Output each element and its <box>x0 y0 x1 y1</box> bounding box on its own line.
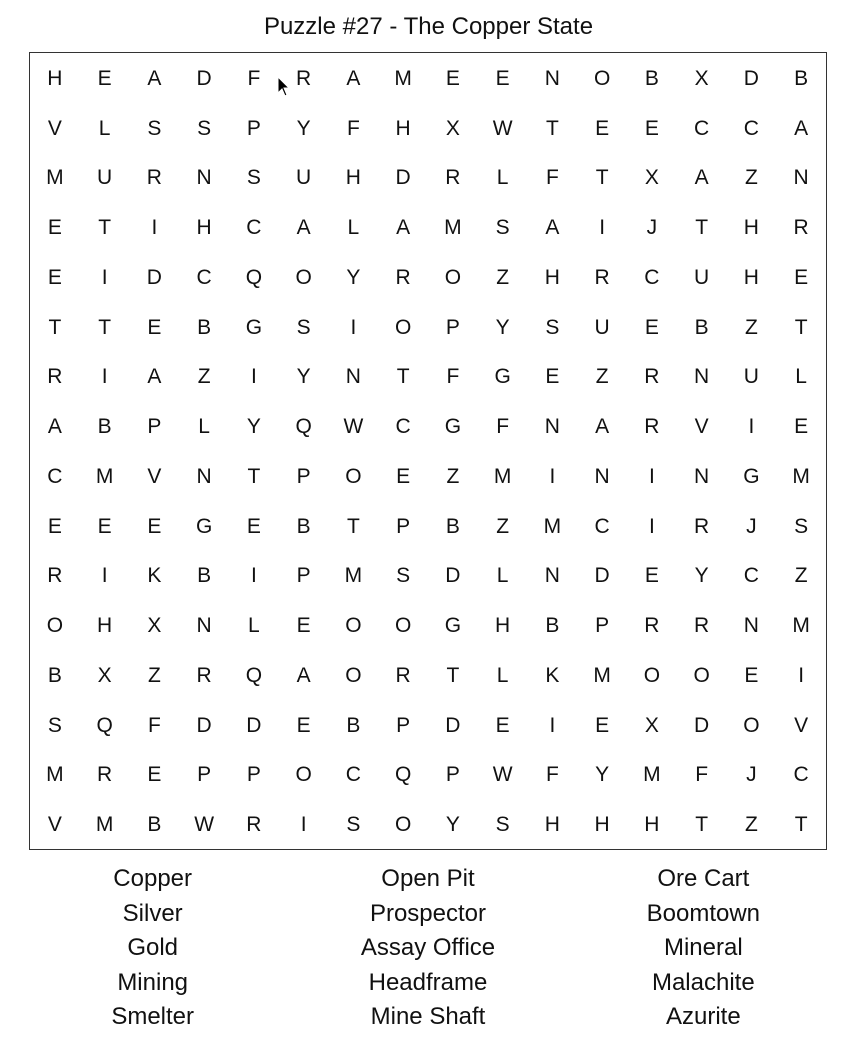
word-list-item: Ore Cart <box>657 865 750 892</box>
grid-cell[interactable]: E <box>396 464 411 488</box>
grid-cell[interactable]: S <box>794 514 809 538</box>
grid-cell[interactable]: H <box>196 216 212 240</box>
grid-cell[interactable]: P <box>246 763 261 787</box>
grid-cell[interactable]: C <box>594 514 610 538</box>
word-column <box>290 862 565 1035</box>
grid-cell[interactable]: A <box>396 216 411 240</box>
grid-cell[interactable]: I <box>798 663 805 687</box>
grid-cell[interactable]: Z <box>147 663 161 687</box>
grid-cell[interactable]: D <box>445 713 461 737</box>
grid-cell[interactable]: U <box>296 166 312 190</box>
grid-cell[interactable]: M <box>792 614 810 638</box>
grid-cell[interactable]: H <box>743 265 759 289</box>
grid-cell[interactable]: O <box>345 464 362 488</box>
grid-cell[interactable]: B <box>545 614 560 638</box>
grid-cell[interactable]: E <box>296 614 311 638</box>
grid-cell[interactable]: P <box>197 763 212 787</box>
grid-cell[interactable]: E <box>147 315 162 339</box>
grid-cell[interactable]: T <box>695 216 709 240</box>
grid-cell[interactable]: M <box>394 66 412 90</box>
grid-cell[interactable]: C <box>793 763 809 787</box>
grid-cell[interactable]: W <box>492 763 513 787</box>
grid-cell[interactable]: G <box>245 315 263 339</box>
grid-cell[interactable]: X <box>97 663 112 687</box>
word-list-item: Prospector <box>369 899 487 927</box>
grid-cell[interactable]: D <box>395 166 411 190</box>
grid-cell[interactable]: F <box>545 166 559 190</box>
grid-cell[interactable]: E <box>445 66 460 90</box>
word-list-item: Smelter <box>111 1003 194 1030</box>
word-list-item: Silver <box>122 899 183 927</box>
grid-cell[interactable]: M <box>95 813 114 837</box>
grid-cell[interactable]: M <box>543 514 562 538</box>
grid-cell[interactable]: R <box>793 216 809 240</box>
grid-cell[interactable]: O <box>345 663 362 687</box>
grid-cell[interactable]: Q <box>394 763 412 787</box>
grid-cell[interactable]: K <box>147 564 162 588</box>
grid-cell[interactable]: L <box>98 116 111 140</box>
grid-cell[interactable]: K <box>545 663 560 687</box>
word-list-item: Mineral <box>663 934 743 961</box>
grid-cell[interactable]: Y <box>296 116 311 140</box>
grid-cell[interactable]: O <box>46 614 64 638</box>
grid-cell[interactable]: B <box>296 514 311 538</box>
grid-cell[interactable]: D <box>246 713 262 737</box>
grid-cell[interactable]: V <box>794 713 809 737</box>
grid-cell[interactable]: N <box>743 614 759 638</box>
grid-cell[interactable]: R <box>296 66 312 90</box>
grid-cell[interactable]: F <box>247 66 261 90</box>
grid-cell[interactable]: R <box>395 265 411 289</box>
grid-cell[interactable]: X <box>147 614 162 638</box>
grid-cell[interactable]: O <box>295 265 312 289</box>
grid-cell[interactable]: R <box>644 614 660 638</box>
grid-cell[interactable]: I <box>648 464 655 488</box>
grid-cell[interactable]: N <box>345 365 361 389</box>
grid-cell[interactable]: V <box>47 813 62 837</box>
grid-cell[interactable]: Y <box>296 365 311 389</box>
grid-cell[interactable]: B <box>97 415 112 439</box>
grid-cell[interactable]: C <box>47 464 63 488</box>
grid-cell[interactable]: Q <box>245 265 263 289</box>
grid-cell[interactable]: A <box>147 66 162 90</box>
grid-cell[interactable]: F <box>446 365 460 389</box>
grid-cell[interactable]: O <box>643 663 661 687</box>
word-list-item: Headframe <box>368 968 488 996</box>
grid-cell[interactable]: H <box>97 614 113 638</box>
grid-cell[interactable]: N <box>196 166 212 190</box>
grid-cell[interactable]: O <box>394 315 412 339</box>
grid-cell[interactable]: E <box>644 116 659 140</box>
grid-cell[interactable]: T <box>794 315 808 339</box>
grid-cell[interactable]: B <box>445 514 460 538</box>
grid-cell[interactable]: F <box>695 763 709 787</box>
word-list-item: Open Pit <box>381 865 475 892</box>
grid-cell[interactable]: T <box>98 315 112 339</box>
grid-cell[interactable]: P <box>595 614 610 638</box>
grid-cell[interactable]: B <box>47 663 62 687</box>
grid-cell[interactable]: T <box>98 216 112 240</box>
grid-cell[interactable]: Z <box>794 564 808 588</box>
grid-cell[interactable]: C <box>395 415 411 439</box>
grid-cell[interactable]: T <box>794 813 808 837</box>
grid-cell[interactable]: D <box>196 66 212 90</box>
grid-cell[interactable]: O <box>593 66 611 90</box>
grid-cell[interactable]: O <box>693 663 710 687</box>
grid-cell[interactable]: L <box>248 614 260 638</box>
grid-cell[interactable]: S <box>346 813 361 837</box>
grid-cell[interactable]: B <box>794 66 809 90</box>
grid-cell[interactable]: R <box>445 166 461 190</box>
grid-cell[interactable]: F <box>346 116 360 140</box>
grid-cell[interactable]: M <box>643 763 661 787</box>
grid-cell[interactable]: P <box>147 415 162 439</box>
grid-cell[interactable]: E <box>495 713 510 737</box>
grid-cell[interactable]: S <box>47 713 62 737</box>
grid-cell[interactable]: O <box>295 763 312 787</box>
grid-cell[interactable]: W <box>343 415 364 439</box>
grid-cell[interactable]: S <box>246 166 261 190</box>
grid-cell[interactable]: N <box>196 464 212 488</box>
grid-cell[interactable]: N <box>594 464 610 488</box>
grid-cell[interactable]: R <box>97 763 113 787</box>
grid-cell[interactable]: E <box>97 514 112 538</box>
grid-cell[interactable]: E <box>644 315 659 339</box>
grid-cell[interactable]: P <box>396 514 411 538</box>
mouse-cursor-icon <box>277 76 291 98</box>
grid-cell[interactable]: G <box>743 464 760 488</box>
grid-cell[interactable]: T <box>545 116 559 140</box>
grid-cell[interactable]: A <box>545 216 560 240</box>
grid-cell[interactable]: Z <box>744 813 758 837</box>
grid-cell[interactable]: I <box>250 365 257 389</box>
grid-cell[interactable]: E <box>147 763 162 787</box>
grid-cell[interactable]: T <box>48 315 62 339</box>
grid-cell[interactable]: H <box>743 216 759 240</box>
grid-cell[interactable]: O <box>444 265 462 289</box>
grid-cell[interactable]: Q <box>96 713 113 737</box>
grid-cell[interactable]: S <box>545 315 560 339</box>
grid-cell[interactable]: E <box>495 66 510 90</box>
grid-cell[interactable]: V <box>47 116 62 140</box>
grid-cell[interactable]: E <box>47 514 62 538</box>
grid-cell[interactable]: I <box>549 713 556 737</box>
grid-cell[interactable]: I <box>549 464 556 488</box>
grid-cell[interactable]: R <box>196 663 212 687</box>
grid-cell[interactable]: G <box>195 514 213 538</box>
grid-cell[interactable]: I <box>101 564 108 588</box>
grid-cell[interactable]: L <box>496 564 509 588</box>
word-list-item: Assay Office <box>360 934 496 961</box>
grid-cell[interactable]: H <box>644 813 660 837</box>
grid-cell[interactable]: Z <box>446 464 460 488</box>
word-list-item: Gold <box>127 934 179 961</box>
grid-cell[interactable]: A <box>296 216 311 240</box>
grid-cell[interactable]: Z <box>496 514 510 538</box>
grid-cell[interactable]: R <box>694 514 710 538</box>
grid-cell[interactable]: T <box>446 663 460 687</box>
grid-cell[interactable]: B <box>197 564 212 588</box>
grid-cell[interactable]: Y <box>495 315 510 339</box>
grid-cell[interactable]: N <box>196 614 212 638</box>
grid-cell[interactable]: C <box>644 265 660 289</box>
word-list-item: Mining <box>117 968 189 996</box>
grid-cell[interactable]: W <box>194 813 215 837</box>
grid-cell[interactable]: S <box>197 116 212 140</box>
grid-cell[interactable]: C <box>694 116 710 140</box>
grid-cell[interactable]: V <box>147 464 162 488</box>
word-list-item: Malachite <box>651 968 755 996</box>
grid-cell[interactable]: I <box>101 265 108 289</box>
grid-cell[interactable]: Y <box>246 415 261 439</box>
grid-cell[interactable]: O <box>345 614 362 638</box>
word-list <box>15 862 841 1035</box>
grid-cell[interactable]: G <box>494 365 511 389</box>
grid-cell[interactable]: S <box>495 813 510 837</box>
grid-cell[interactable]: M <box>46 166 64 190</box>
grid-cell[interactable]: Q <box>295 415 312 439</box>
grid-cell[interactable]: I <box>648 514 655 538</box>
grid-cell[interactable]: X <box>445 116 460 140</box>
grid-cell[interactable]: E <box>147 514 162 538</box>
grid-cell[interactable]: W <box>492 116 513 140</box>
grid-cell[interactable]: U <box>594 315 610 339</box>
grid-cell[interactable]: B <box>346 713 361 737</box>
grid-cell[interactable]: Z <box>197 365 211 389</box>
grid-cell[interactable]: E <box>97 66 112 90</box>
grid-cell[interactable]: I <box>250 564 257 588</box>
grid-cell[interactable]: E <box>246 514 261 538</box>
grid-cell[interactable]: N <box>694 365 710 389</box>
grid-cell[interactable]: H <box>495 614 511 638</box>
grid-cell[interactable]: H <box>594 813 610 837</box>
grid-cell[interactable]: R <box>594 265 610 289</box>
grid-cell[interactable]: N <box>694 464 710 488</box>
grid-cell[interactable]: E <box>47 216 62 240</box>
grid-cell[interactable]: M <box>95 464 114 488</box>
grid-cell[interactable]: Y <box>445 813 460 837</box>
grid-cell[interactable]: D <box>196 713 212 737</box>
word-list-item: Boomtown <box>646 899 761 927</box>
grid-cell[interactable]: T <box>247 464 261 488</box>
grid-cell[interactable]: N <box>544 564 560 588</box>
word-list-item: Copper <box>113 865 193 892</box>
grid-cell[interactable]: C <box>345 763 361 787</box>
grid-cell[interactable]: U <box>97 166 113 190</box>
grid-cell[interactable]: Q <box>245 663 263 687</box>
grid-cell[interactable]: E <box>744 663 759 687</box>
grid-cell[interactable]: P <box>246 116 261 140</box>
grid-cell[interactable]: O <box>394 813 412 837</box>
grid-cell[interactable]: N <box>544 415 560 439</box>
grid-cell[interactable]: I <box>350 315 357 339</box>
grid-cell[interactable]: A <box>296 663 311 687</box>
grid-cell[interactable]: L <box>198 415 210 439</box>
grid-cell[interactable]: R <box>644 365 660 389</box>
grid-cell[interactable]: T <box>396 365 410 389</box>
grid-cell[interactable]: H <box>345 166 361 190</box>
grid-cell[interactable]: Z <box>744 315 758 339</box>
grid-cell[interactable]: T <box>695 813 709 837</box>
grid-cell[interactable]: M <box>444 216 462 240</box>
word-column <box>15 862 290 1035</box>
grid-cell[interactable]: N <box>793 166 809 190</box>
grid-cell[interactable]: R <box>47 564 63 588</box>
grid-cell[interactable]: R <box>47 365 63 389</box>
grid-cell[interactable]: Z <box>496 265 510 289</box>
grid-cell[interactable]: X <box>644 713 659 737</box>
grid-cell[interactable]: E <box>296 713 311 737</box>
word-list-item: Mine Shaft <box>370 1003 486 1030</box>
grid-cell[interactable]: E <box>644 564 659 588</box>
grid-cell[interactable]: F <box>147 713 161 737</box>
grid-cell[interactable]: P <box>445 763 460 787</box>
grid-cell[interactable]: E <box>794 415 809 439</box>
grid-cell[interactable]: S <box>147 116 162 140</box>
grid-cell[interactable]: C <box>246 216 262 240</box>
grid-cell[interactable]: R <box>644 415 660 439</box>
grid-cell[interactable]: D <box>694 713 710 737</box>
grid-cell[interactable]: R <box>146 166 162 190</box>
grid-cell[interactable]: Y <box>346 265 361 289</box>
grid-cell[interactable]: E <box>47 265 62 289</box>
word-column <box>566 862 841 1035</box>
grid-cell[interactable]: M <box>593 663 611 687</box>
grid-cell[interactable]: M <box>493 464 512 488</box>
grid-cell[interactable]: D <box>594 564 610 588</box>
letter-grid[interactable] <box>29 52 827 850</box>
grid-cell[interactable]: B <box>644 66 659 90</box>
grid-cell[interactable]: J <box>646 216 658 240</box>
grid-cell[interactable]: C <box>743 564 759 588</box>
grid-cell[interactable]: E <box>794 265 809 289</box>
grid-cell[interactable]: X <box>644 166 659 190</box>
grid-cell[interactable]: M <box>344 564 363 588</box>
grid-cell[interactable]: D <box>146 265 162 289</box>
grid-cell[interactable]: E <box>595 116 610 140</box>
grid-cell[interactable]: R <box>395 663 411 687</box>
grid-cell[interactable]: P <box>445 315 460 339</box>
grid-cell[interactable]: P <box>396 713 411 737</box>
puzzle-title: Puzzle #27 - The Copper State <box>263 13 594 40</box>
grid-cell[interactable]: S <box>495 216 510 240</box>
grid-cell[interactable]: N <box>544 66 560 90</box>
grid-cell[interactable]: D <box>445 564 461 588</box>
grid-cell[interactable]: Z <box>744 166 758 190</box>
grid-cell[interactable]: V <box>694 415 709 439</box>
grid-cell[interactable]: D <box>743 66 759 90</box>
grid-cell[interactable]: A <box>794 116 809 140</box>
grid-cell[interactable]: G <box>444 415 462 439</box>
grid-cell[interactable]: X <box>694 66 709 90</box>
grid-cell[interactable]: S <box>396 564 411 588</box>
grid-cell[interactable]: T <box>595 166 609 190</box>
grid-cell[interactable]: L <box>347 216 360 240</box>
grid-cell[interactable]: A <box>595 415 610 439</box>
grid-cell[interactable]: H <box>544 265 560 289</box>
grid-cell[interactable]: P <box>296 464 311 488</box>
grid-cell[interactable]: B <box>197 315 212 339</box>
grid-cell[interactable]: O <box>394 614 412 638</box>
grid-cell[interactable]: I <box>748 415 755 439</box>
grid-cell[interactable]: F <box>545 763 559 787</box>
grid-cell[interactable]: H <box>395 116 411 140</box>
grid-cell[interactable]: Y <box>595 763 610 787</box>
grid-cell[interactable]: I <box>151 216 158 240</box>
grid-cell[interactable]: T <box>346 514 360 538</box>
grid-cell[interactable]: A <box>346 66 361 90</box>
grid-cell[interactable]: B <box>147 813 162 837</box>
grid-cell[interactable]: H <box>47 66 63 90</box>
grid-cell[interactable]: F <box>496 415 510 439</box>
grid-cell[interactable]: R <box>246 813 262 837</box>
grid-cell[interactable]: L <box>496 663 509 687</box>
grid-cell[interactable]: I <box>599 216 606 240</box>
grid-cell[interactable]: U <box>694 265 710 289</box>
grid-cell[interactable]: H <box>544 813 560 837</box>
grid-cell[interactable]: Y <box>694 564 709 588</box>
grid-cell[interactable]: P <box>296 564 311 588</box>
grid-cell[interactable]: M <box>46 763 64 787</box>
grid-cell[interactable]: E <box>545 365 560 389</box>
grid-cell[interactable]: A <box>147 365 162 389</box>
grid-cell[interactable]: R <box>694 614 710 638</box>
grid-cell[interactable]: A <box>694 166 709 190</box>
grid-cell[interactable]: L <box>795 365 807 389</box>
grid-cell[interactable]: E <box>595 713 610 737</box>
grid-cell[interactable]: Z <box>595 365 609 389</box>
grid-cell[interactable]: O <box>743 713 760 737</box>
grid-cell[interactable]: J <box>746 763 757 787</box>
word-list-item: Azurite <box>665 1003 741 1030</box>
grid-cell[interactable]: A <box>47 415 62 439</box>
grid-cell[interactable]: C <box>196 265 212 289</box>
grid-cell[interactable]: G <box>444 614 462 638</box>
grid-cell[interactable]: M <box>792 464 810 488</box>
grid-cell[interactable]: U <box>743 365 759 389</box>
grid-cell[interactable]: C <box>743 116 759 140</box>
grid-cell[interactable]: L <box>496 166 509 190</box>
grid-cell[interactable]: B <box>694 315 709 339</box>
grid-cell[interactable]: J <box>746 514 757 538</box>
grid-cell[interactable]: I <box>300 813 307 837</box>
grid-cell[interactable]: I <box>101 365 108 389</box>
grid-cell[interactable]: S <box>296 315 311 339</box>
